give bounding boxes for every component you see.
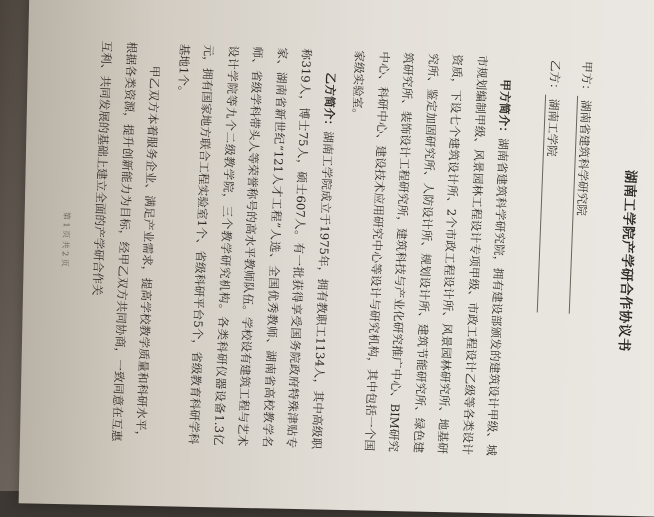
party-a-intro-paragraph xyxy=(332,50,519,456)
party-b-intro-label: 乙方简介： xyxy=(321,72,338,132)
party-b-value: 湖南工学院 xyxy=(537,94,562,312)
document-body xyxy=(42,39,647,461)
party-b-intro-paragraph xyxy=(157,43,344,449)
party-a-intro-text: 湖南省建筑科学研究院，拥有建设部颁发的建筑设计甲级、城市规划编制甲级、风景园林工程设计专项甲级、市政工程设计乙级等各类设计资质，下设七个建筑设计所、2个市政工程设计所、风景园林研究所、地基研究所、鉴定加固研究所、人防设计所、规划设计所、建筑节能研究所、绿色建筑研究所、装饰设计工程研究所，建筑科技与产业化研究推广中心、BIM研究中心、科研中心、建设技术应用研究中心等设计与研究机构，其中包括一个国家级实验室。 xyxy=(350,50,511,457)
party-a-line xyxy=(560,59,600,460)
party-a-label: 甲方： xyxy=(579,60,595,97)
party-a-intro-label: 甲方简介： xyxy=(496,79,514,139)
party-b-label: 乙方： xyxy=(547,59,563,96)
page-number: 第 1 页 共 2 页 xyxy=(60,211,72,267)
party-a-value: 湖南省建筑科学研究院 xyxy=(569,96,594,314)
cooperation-paragraph: 甲乙双方本着服务企业、满足产业需求，提高学校教学质量和科研水平，根据各类资源，提升创新能力为目标，经甲乙双方共同协商，一致同意在互惠互利、共同发展的基础上建立全面的产学研合作关 xyxy=(90,40,163,443)
party-b-intro-text: 湖南工学院成立于1975年，拥有教职工1134人，其中高级职称319人，博士75人，硕士607人。有一批获得享受国务院政府特殊津贴专家、湖南省新世纪“121人才工程”人选、全国优秀教师、湖南省高校教学名师、省级学科带头人等荣誉称号的高水平教师队伍。学校设有建筑工程与艺术设计学院等九个二级教学院，三个教学研究机构。各类科研仪器设备1.3亿元，拥有国家地方联合工程实验室1个、省级科研平台5个，省级教育科研学科基地1个。 xyxy=(175,43,336,450)
document-title: 湖南工学院产学研合作协议书 xyxy=(615,169,639,353)
paper-sheet xyxy=(19,0,654,517)
